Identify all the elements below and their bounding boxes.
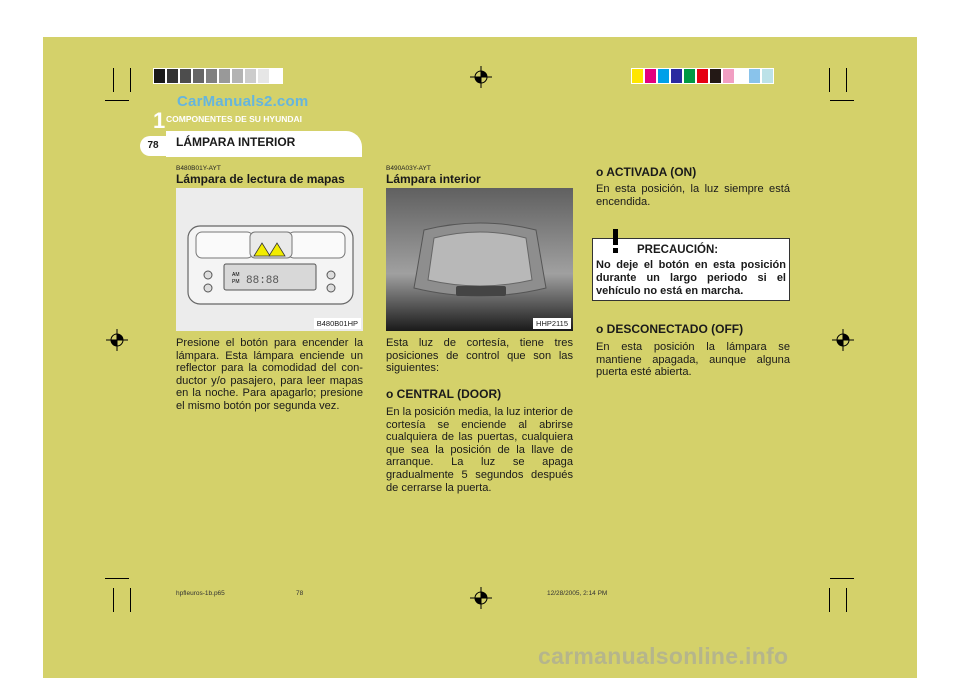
on-heading: o ACTIVADA (ON) bbox=[596, 165, 697, 179]
interior-lamp-intro: Esta luz de cortesía, tiene tres posiciones de control que son las siguientes: bbox=[386, 337, 573, 375]
crop-mark bbox=[830, 578, 854, 579]
dome-lamp-drawing bbox=[386, 188, 573, 331]
crop-mark bbox=[113, 588, 114, 612]
crop-mark bbox=[113, 68, 114, 92]
color-swatch bbox=[192, 68, 205, 84]
color-swatch bbox=[644, 68, 657, 84]
registration-mark-icon bbox=[470, 587, 492, 609]
display-am: AM bbox=[232, 272, 240, 278]
registration-mark-icon bbox=[106, 329, 128, 351]
overhead-console-drawing bbox=[176, 188, 363, 331]
color-swatch bbox=[722, 68, 735, 84]
section-code: B490A03Y-AYT bbox=[386, 165, 431, 172]
color-swatch bbox=[179, 68, 192, 84]
interior-lamp-heading: Lámpara interior bbox=[386, 172, 481, 186]
crop-mark bbox=[130, 68, 131, 92]
registration-mark-icon bbox=[832, 329, 854, 351]
interior-lamp-photo bbox=[386, 188, 573, 331]
map-lamp-body: Presione el botón para encender la lámpara. Esta lámpara enciende un reflector para la comodidad del con-ductor y/o pasajero, para leer mapas en la noche. Para apagarlo; presione el mismo botón por segunda vez. bbox=[176, 337, 363, 412]
footer-date: 12/28/2005, 2:14 PM bbox=[547, 590, 608, 597]
caution-text: No deje el botón en esta posición durante un largo periodo si el vehículo no está en marcha. bbox=[596, 259, 786, 297]
color-swatch bbox=[735, 68, 748, 84]
central-door-heading: o CENTRAL (DOOR) bbox=[386, 387, 502, 401]
site-watermark: carmanualsonline.info bbox=[538, 643, 789, 669]
color-swatch bbox=[270, 68, 283, 84]
off-heading: o DESCONECTADO (OFF) bbox=[596, 322, 744, 336]
page-number: 78 bbox=[140, 136, 166, 156]
caution-box bbox=[592, 238, 790, 301]
crop-mark bbox=[105, 100, 129, 101]
crop-mark bbox=[105, 578, 129, 579]
map-lamp-heading: Lámpara de lectura de mapas bbox=[176, 172, 345, 186]
on-body: En esta posición, la luz siempre está encendida. bbox=[596, 183, 790, 208]
color-swatch bbox=[231, 68, 244, 84]
color-swatch bbox=[670, 68, 683, 84]
crop-mark bbox=[846, 68, 847, 92]
color-swatch bbox=[218, 68, 231, 84]
chapter-title: COMPONENTES DE SU HYUNDAI bbox=[166, 114, 303, 124]
crop-mark bbox=[829, 68, 830, 92]
color-swatch bbox=[709, 68, 722, 84]
chapter-number: 1 bbox=[153, 108, 166, 133]
color-swatch bbox=[166, 68, 179, 84]
section-title: LÁMPARA INTERIOR bbox=[166, 131, 362, 157]
color-swatch bbox=[244, 68, 257, 84]
color-swatch bbox=[748, 68, 761, 84]
crop-mark bbox=[829, 588, 830, 612]
crop-mark bbox=[830, 100, 854, 101]
color-swatch bbox=[257, 68, 270, 84]
color-swatch bbox=[683, 68, 696, 84]
image-label: B480B01HP bbox=[314, 318, 361, 329]
color-swatch bbox=[631, 68, 644, 84]
color-swatch bbox=[205, 68, 218, 84]
warning-icon bbox=[601, 225, 631, 255]
off-body: En esta posición la lámpara se mantiene apagada, aunque alguna puerta esté abierta. bbox=[596, 341, 790, 379]
footer-file: hpfleuros-1b.p65 bbox=[176, 590, 225, 597]
watermark: CarManuals2.com bbox=[177, 93, 309, 110]
section-code: B480B01Y-AYT bbox=[176, 165, 221, 172]
crop-mark bbox=[130, 588, 131, 612]
color-swatch bbox=[761, 68, 774, 84]
color-swatch bbox=[657, 68, 670, 84]
caution-title: PRECAUCIÓN: bbox=[637, 244, 719, 256]
display-digits: 88:88 bbox=[246, 275, 280, 287]
registration-mark-icon bbox=[470, 66, 492, 88]
grayscale-bar bbox=[153, 68, 283, 84]
color-swatch bbox=[153, 68, 166, 84]
map-lamp-image bbox=[176, 188, 363, 331]
color-swatch bbox=[696, 68, 709, 84]
footer-page: 78 bbox=[296, 590, 304, 597]
color-bar bbox=[631, 68, 774, 84]
crop-mark bbox=[846, 588, 847, 612]
central-door-body: En la posición media, la luz interior de cortesía se enciende al abrirse cualquiera de las puertas, cualquiera que sea la posición de la llave de arranque. La luz se apaga gradualmente 5 segundos después de cerrarse la puerta. bbox=[386, 406, 573, 494]
image-label: HHP2115 bbox=[533, 318, 571, 329]
display-pm: PM bbox=[232, 279, 240, 285]
